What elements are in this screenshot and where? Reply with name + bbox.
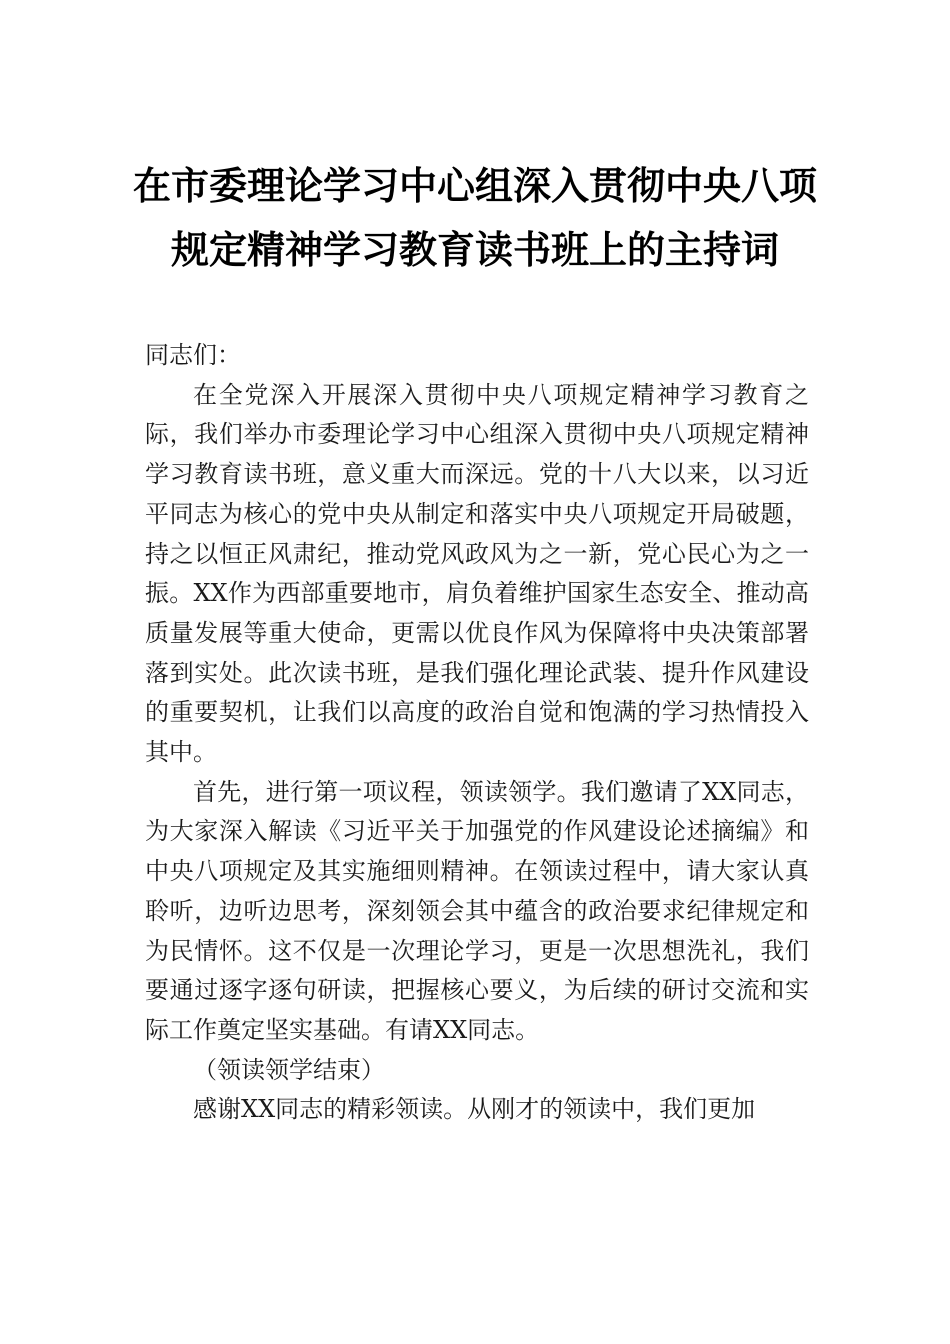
paragraph-thanks: 感谢XX同志的精彩领读。从刚才的领读中，我们更加 (193, 1095, 756, 1124)
document-title (100, 154, 850, 282)
paragraph-agenda-end-note: （领读领学结束） (193, 1055, 385, 1084)
paragraph-agenda-one: 首先，进行第一项议程，领读领学。我们邀请了XX同志，为大家深入解读《习近平关于加强党的作风建设论述摘编》和中央八项规定及其实施细则精神。在领读过程中，请大家认真聆听，边听边思考，深刻领会其中蕴含的政治要求纪律规定和为民情怀。这不仅是一次理论学习，更是一次思想洗礼，我们要通过逐字逐句研读，把握核心要义，为后续的研讨交流和实际工作奠定坚实基础。有请XX同志。 (145, 777, 809, 1044)
paragraph-opening: 在全党深入开展深入贯彻中央八项规定精神学习教育之际，我们举办市委理论学习中心组深入贯彻中央八项规定精神学习教育读书班，意义重大而深远。党的十八大以来，以习近平同志为核心的党中央从制定和落实中央八项规定开局破题，持之以恒正风肃纪，推动党风政风为之一新，党心民心为之一振。XX作为西部重要地市，肩负着维护国家生态安全、推动高质量发展等重大使命，更需以优良作风为保障将中央决策部署落到实处。此次读书班，是我们强化理论武装、提升作风建设的重要契机，让我们以高度的政治自觉和饱满的学习热情投入其中。 (145, 380, 809, 767)
salutation: 同志们： (145, 341, 241, 369)
document-body (145, 336, 809, 1130)
title-line-1: 在市委理论学习中心组深入贯彻中央八项 (132, 163, 817, 208)
title-line-2: 规定精神学习教育读书班上的主持词 (170, 227, 779, 272)
